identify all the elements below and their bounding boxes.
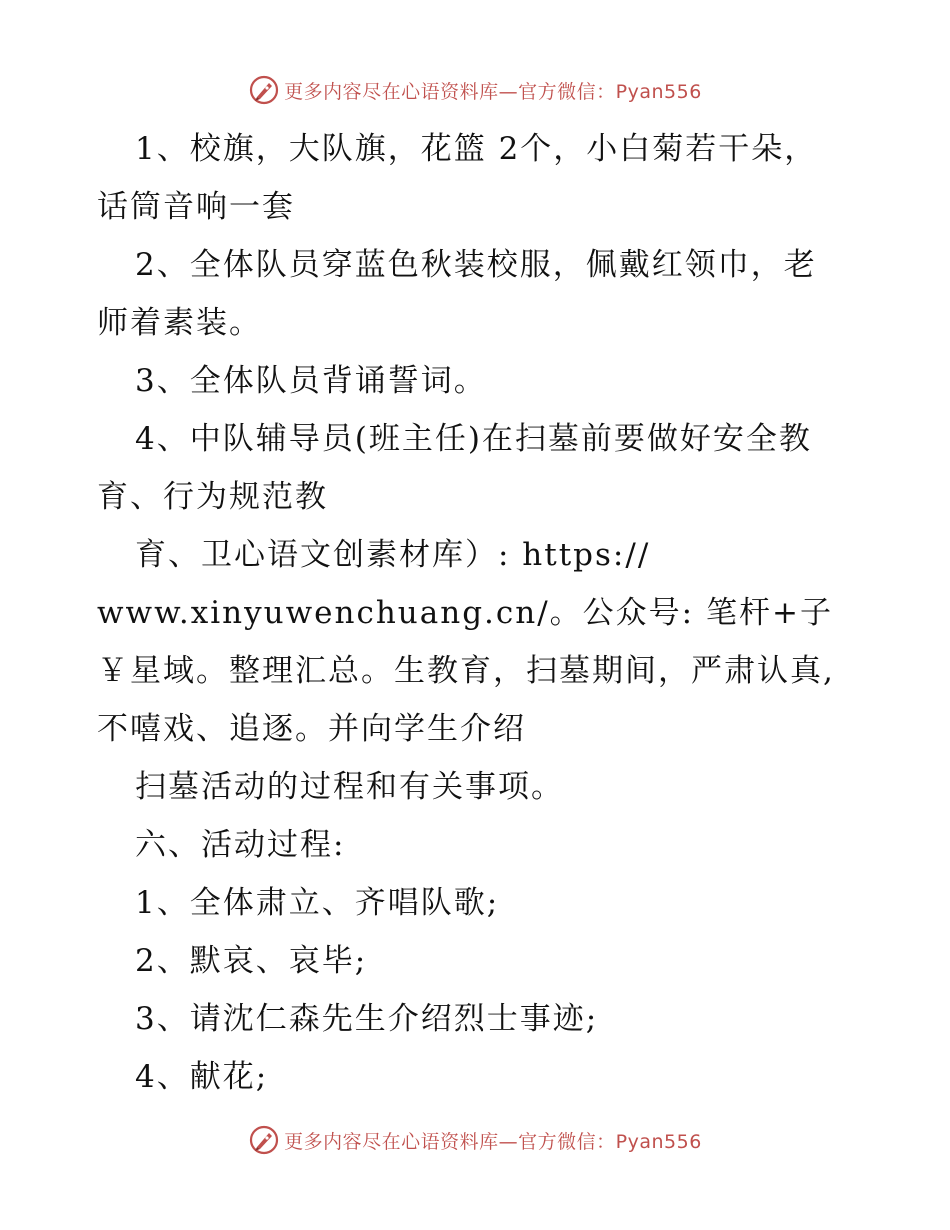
paragraph: 1、校旗，大队旗，花篮 2个，小白菊若干朵，话筒音响一套 (97, 131, 818, 225)
document-body (97, 120, 837, 1106)
paragraph: 4、中队辅导员(班主任)在扫墓前要做好安全教育、行为规范教 (97, 421, 812, 515)
paragraph: www.xinyuwenchuang.cn/。公众号: 笔杆+子￥星域。整理汇总。生教育，扫墓期间，严肃认真,不嘻戏、追逐。并向学生介绍 (97, 595, 835, 747)
paragraph: 扫墓活动的过程和有关事项。 (135, 769, 564, 805)
paragraph: 育、卫心语文创素材库）: https:// (135, 537, 651, 573)
header-watermark-banner (0, 70, 950, 110)
paragraph: 3、全体队员背诵誓词。 (135, 363, 487, 399)
paragraph: 六、活动过程: (135, 827, 346, 863)
pen-nib-logo-icon (248, 74, 280, 106)
pen-nib-logo-icon (248, 1124, 280, 1156)
paragraph: 3、请沈仁森先生介绍烈士事迹; (135, 1001, 599, 1037)
watermark-text: 更多内容尽在心语资料库—官方微信：Pyan556 (284, 80, 702, 103)
watermark-text: 更多内容尽在心语资料库—官方微信：Pyan556 (284, 1130, 702, 1153)
paragraph: 2、全体队员穿蓝色秋装校服，佩戴红领巾，老师着素装。 (97, 247, 817, 341)
paragraph: 2、默哀、哀毕; (135, 943, 368, 979)
paragraph: 4、献花; (135, 1059, 269, 1095)
footer-watermark-banner (0, 1120, 950, 1160)
paragraph: 1、全体肃立、齐唱队歌; (135, 885, 500, 921)
